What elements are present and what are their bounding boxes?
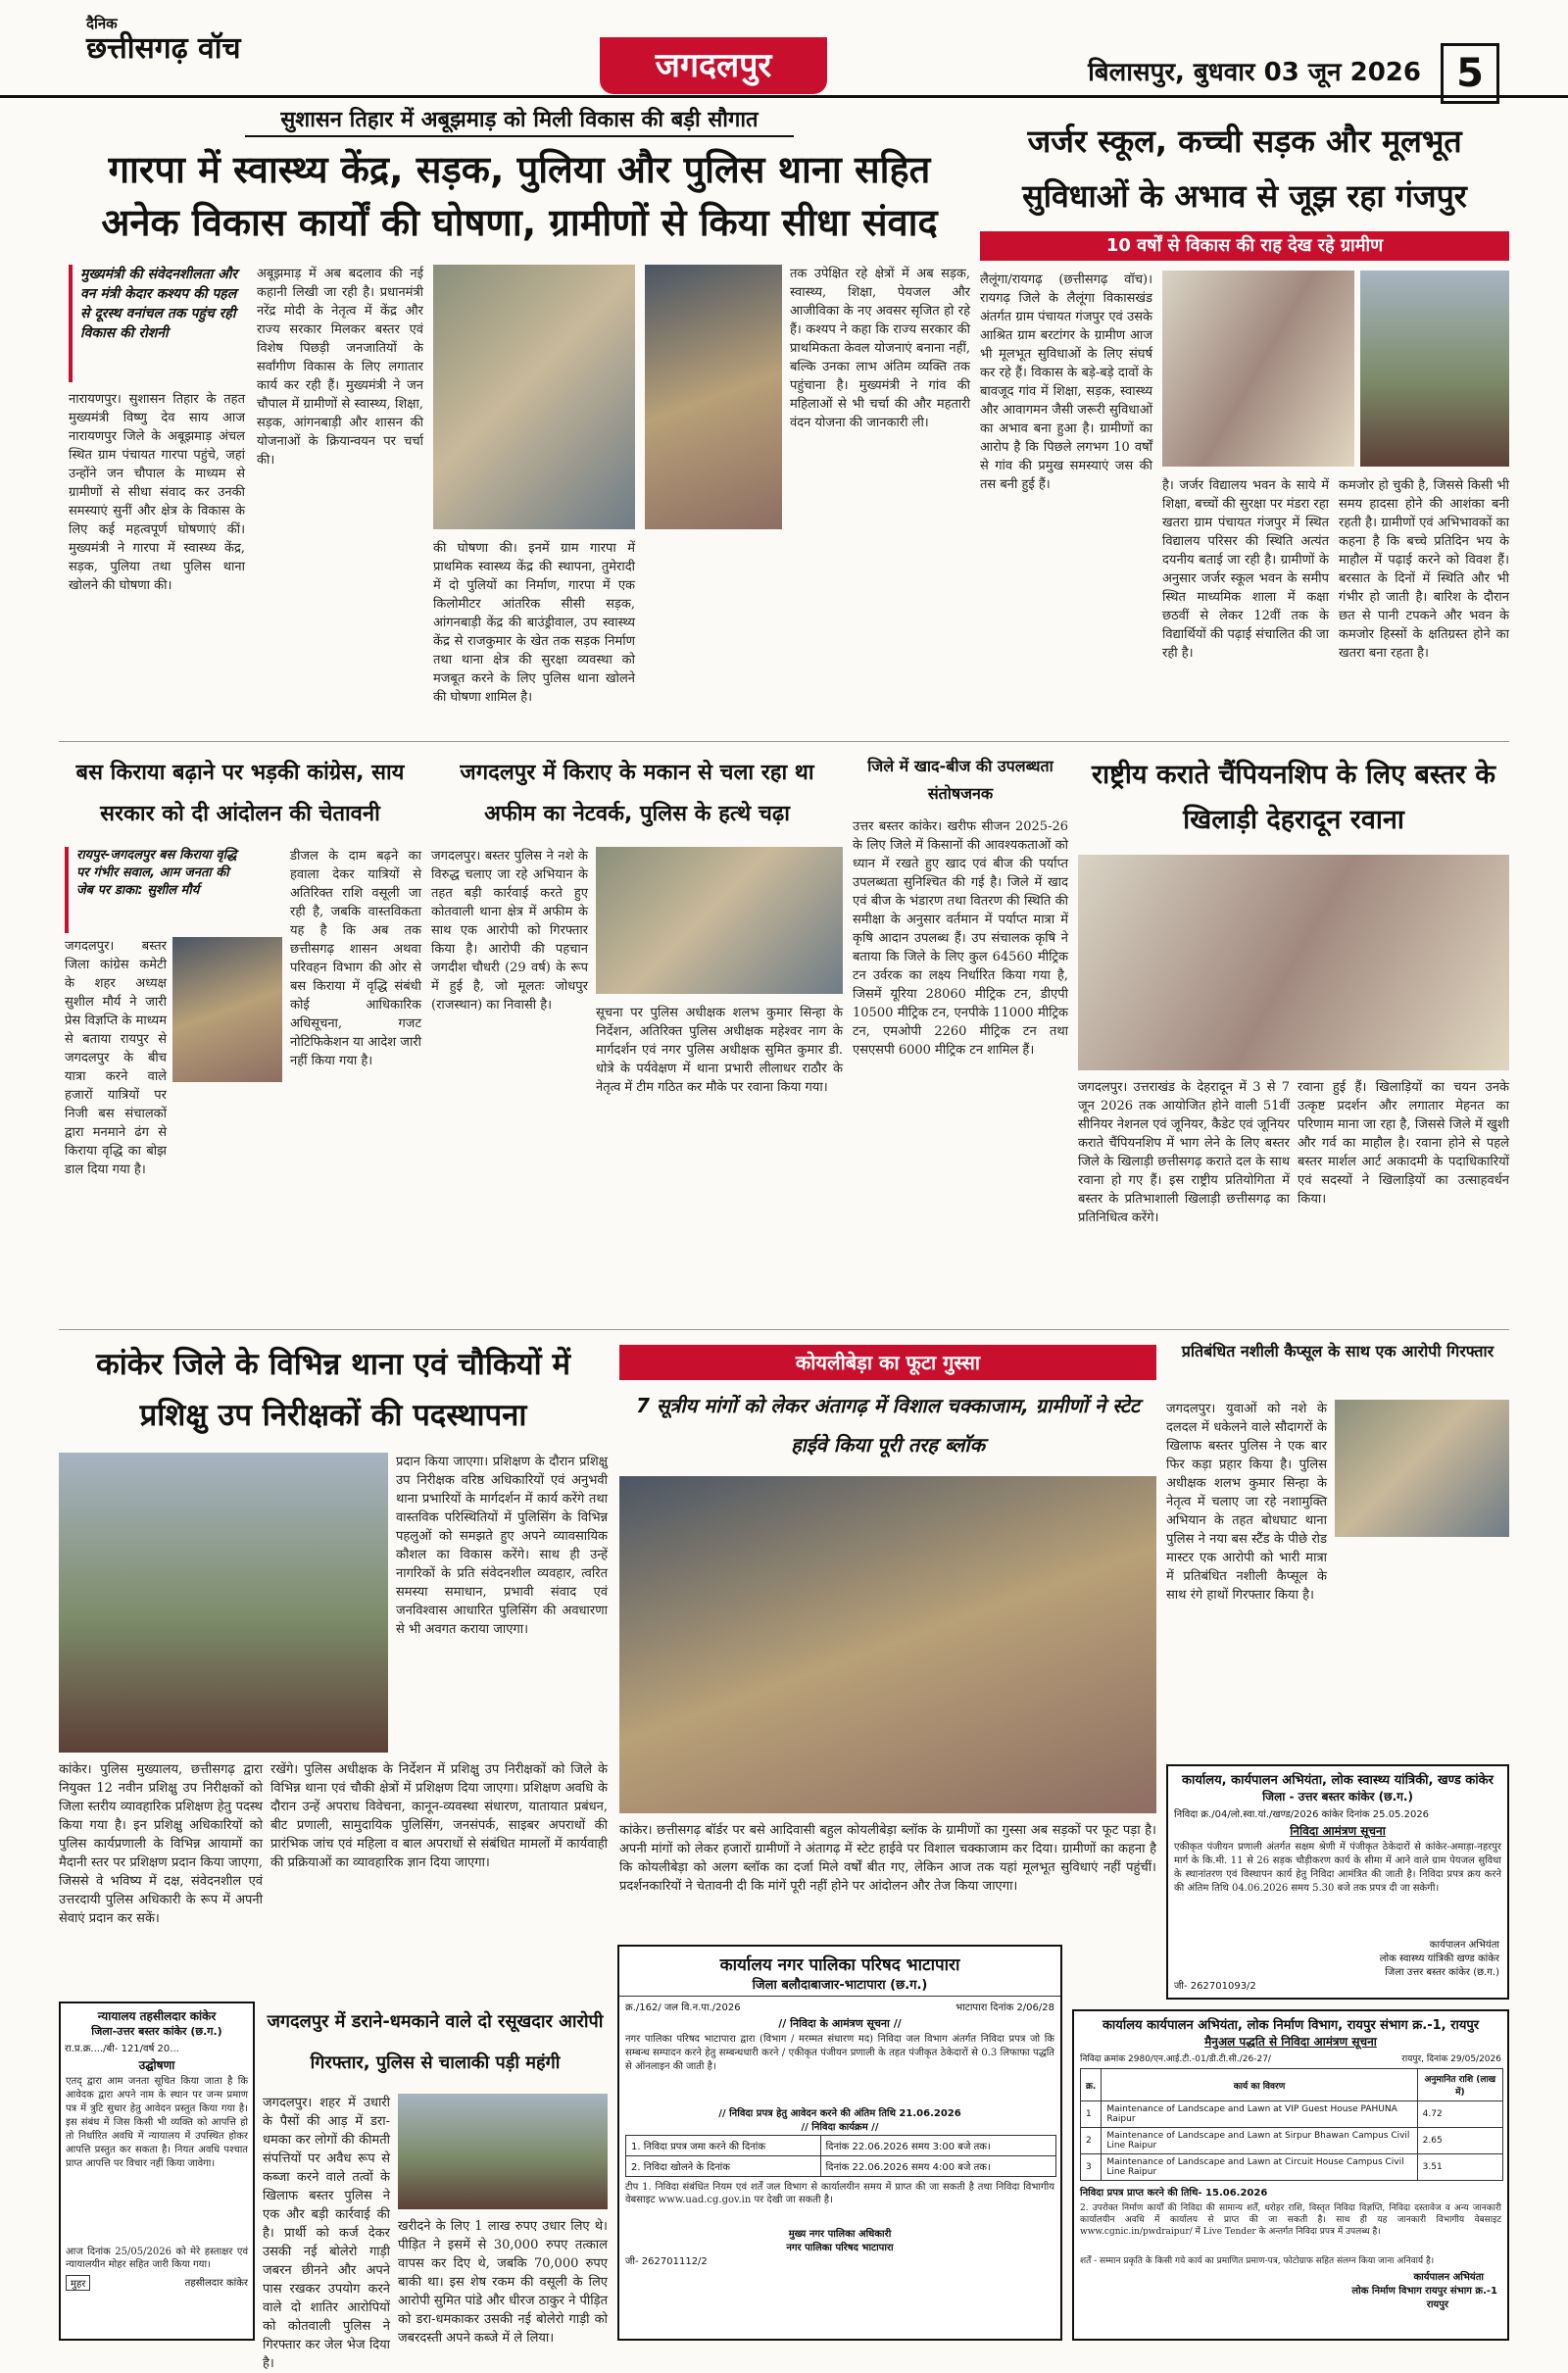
ad-raipur-sign-2: लोक निर्माण विभाग रायपुर संभाग क्र.-1	[1351, 2286, 1497, 2297]
ad-kanker-sign-2: लोक स्वास्थ्य यांत्रिकी खण्ड कांकेर	[1379, 1953, 1499, 1964]
story10-body-a: जगदलपुर। शहर में उधारी के पैसों की आड़ में डरा-धमका कर लोगों की कीमती संपत्तियों पर अवैध रूप से कब्जा करने वाले तत्वों के खिलाफ बस्तर पुलिस ने एक और बड़ी कार्रवाई की है। प्रार्थी को कर्ज देकर उसकी नई बोलेरो गाड़ी जबरन छीनने और अपने पास रखकर उपयोग करने वाले दो शातिर आरोपियों को कोतवाली पुलिस ने गिरफ्तार कर जेल भेज दिया है।	[263, 2096, 390, 2371]
ad-notice-seal-text: मुहर	[66, 2275, 90, 2291]
table-header: अनुमानित राशि (लाख में)	[1417, 2069, 1502, 2101]
ad-bhatapara-refline	[619, 1997, 1060, 2016]
story7-body-c: प्रदान किया जाएगा। प्रशिक्षण के दौरान प्रशिक्षु उप निरीक्षक वरिष्ठ अधिकारियों एवं अनुभवी थाना प्रभारियों के मार्गदर्शन में कार्य करेंगे तथा वास्तविक परिस्थितियों में पुलिसिंग के विभिन्न पहलुओं को समझते हुए अपने व्यावसायिक कौशल का विकास करेंगे। साथ ही उन्हें नागरिकों के प्रति संवेदनशील व्यवहार, त्वरित समस्या समाधान, प्रभावी संवाद एवं जनविश्वास आधारित पुलिसिंग की अवधारणा से भी अवगत कराया जाएगा।	[396, 1455, 608, 1637]
table-cell: दिनांक 22.06.2026 समय 4:00 बजे तक।	[820, 2156, 1055, 2177]
story1-headline-line2: अनेक विकास कार्यों की घोषणा, ग्रामीणों से किया सीधा संवाद	[101, 201, 938, 244]
ad-tehsildar-notice	[59, 2002, 255, 2341]
story1-headline-line1: गारपा में स्वास्थ्य केंद्र, सड़क, पुलिया और पुलिस थाना सहित	[108, 148, 931, 191]
story4-body-a: जगदलपुर। बस्तर पुलिस ने नशे के विरुद्ध चलाए जा रहे अभियान के तहत बड़ी कार्रवाई करते हुए कोतवाली थाना क्षेत्र में अफीम के साथ एक आरोपी को गिरफ्तार किया है। आरोपी की पहचान जगदीश चौधरी (29 वर्ष) के रूप में हुई है, जो मूलतः जोधपुर (राजस्थान) का निवासी है।	[431, 849, 588, 1013]
ad-notice-title-1: न्यायालय तहसीलदार कांकेर	[97, 2009, 217, 2023]
ad-raipur-ref-date: रायपुर, दिनांक 29/05/2026	[1401, 2054, 1501, 2064]
ad-raipur-sign-3: रायपुर	[1426, 2299, 1448, 2310]
story1-body-c: की घोषणा की। इनमें ग्राम गारपा में प्राथमिक स्वास्थ्य केंद्र की स्थापना, तुमेरादी में दो पुलियों का निर्माण, गारपा में एक किलोमीटर आंतरिक सीसी सड़क, आंगनबाड़ी केंद्र की बाउंड्रीवाल, उप स्वास्थ्य केंद्र से राजकुमार के खेत तक सड़क निर्माण तथा थाना क्षेत्र की सुरक्षा व्यवस्था को मजबूत करने के लिए पुलिस थाना खोलने की घोषणा शामिल है।	[433, 541, 635, 705]
story6-headline: राष्ट्रीय कराते चैंपियनशिप के लिए बस्तर के खिलाड़ी देहरादून रवाना	[1092, 760, 1495, 835]
table-cell: Maintenance of Landscape and Lawn at Sirpur Bhawan Campus Civil Line Raipur	[1102, 2128, 1417, 2154]
story7-headline: कांकेर जिले के विभिन्न थाना एवं चौकियों में प्रशिक्षु उप निरीक्षकों की पदस्थापना	[95, 1347, 571, 1433]
table-cell: 2	[1081, 2128, 1102, 2154]
table-cell: Maintenance of Landscape and Lawn at Circuit House Campus Civil Line Raipur	[1102, 2154, 1417, 2181]
ad-bhatapara-subtitle: जिला बलौदाबाजार-भाटापारा (छ.ग.)	[619, 1975, 1060, 1997]
table-row	[1081, 2101, 1503, 2128]
story1-kicker: सुशासन तिहार में अबूझमाड़ को मिली विकास की बड़ी सौगात	[245, 106, 794, 137]
ad-raipur-footer: शर्तें - सम्मान प्रकृति के किसी गये कार्य का प्रमाणित प्रमाण-पत्र, फोटोग्राफ सहित संलग्न किया जाना अनिवार्य है।	[1080, 2256, 1435, 2266]
story1-body-a: नारायणपुर। सुशासन तिहार के तहत मुख्यमंत्री विष्णु देव साय आज नारायणपुर जिले के अबूझमाड़ अंचल स्थित ग्राम पंचायत गारपा पहुंचे, जहां उन्होंने जन चौपाल के माध्यम से ग्रामीणों से सीधा संवाद कर उनकी समस्याएं सुनीं और क्षेत्र के विकास के लिए कई महत्वपूर्ण घोषणाएं कीं। मुख्यमंत्री ने गारपा में स्वास्थ्य केंद्र, सड़क, पुलिया तथा पुलिस थाना खोलने की घोषणा की।	[69, 392, 245, 593]
story3-photo	[172, 937, 282, 1082]
table-cell: 3	[1081, 2154, 1102, 2181]
story7-body-b: रखेंगे। पुलिस अधीक्षक के निर्देशन में प्रशिक्षु उप निरीक्षकों को जिले के विभिन्न थाना एवं चौकी क्षेत्रों में प्रशिक्षण दिया जाएगा। प्रशिक्षण अवधि के दौरान उन्हें अपराध विवेचना, कानून-व्यवस्था संधारण, यातायात प्रबंधन, बीट प्रणाली, सामुदायिक पुलिसिंग, जनसंपर्क, साइबर अपराधों की प्रारंभिक जांच एवं महिला व बाल अपराधों से संबंधित मामलों में कार्यवाही की प्रक्रियाओं का व्यावहारिक ज्ञान दिया जाएगा।	[270, 1762, 608, 1870]
ad-raipur-body: 2. उपरोक्त निर्माण कार्यों की निविदा की सामान्य शर्तें, धरोहर राशि, विस्तृत निविदा विज्ञप्ति, निविदा दस्तावेज व अन्य जानकारी कार्यालयीन अवधि में कार्यालय से प्राप्त की जा सकती है। साथ ही यह जानकारी विभागीय वेबसाइट www.cgnic.in/pwdraipur/ में Live Tender के अन्तर्गत निविदा प्रपत्र में उपलब्ध है।	[1080, 2203, 1501, 2237]
story2-subhead: 10 वर्षों से विकास की राह देख रहे ग्रामीण	[980, 231, 1509, 261]
story7-body-a: कांकेर। पुलिस मुख्यालय, छत्तीसगढ़ द्वारा नियुक्त 12 नवीन प्रशिक्षु उप निरीक्षकों को जिला स्तरीय व्यावहारिक प्रशिक्षण हेतु पदस्थ किया गया है। इन प्रशिक्षु अधिकारियों को पुलिस कार्यप्रणाली के विभिन्न आयामों का मैदानी स्तर पर प्रशिक्षण प्रदान किया जाएगा, जिससे वे भविष्य में दक्ष, संवेदनशील एवं उत्तरदायी पुलिस अधिकारी के रूप में अपनी सेवाएं प्रदान कर सकें।	[59, 1762, 263, 1926]
ad-bhatapara-sign-1: मुख्य नगर पालिका अधिकारी	[788, 2229, 892, 2240]
ad-bhatapara-body: नगर पालिका परिषद भाटापारा द्वारा (विभाग / मरम्मत संधारण मद) निविदा जल विभाग अंतर्गत निविदा प्रपत्र जो कि सम्बन्ध सम्पादन करने हेतु सम्बन्धधारी करने / एकीकृत पंजीयन प्रणाली के तहत पंजीकृत ठेकेदारों से 0.3 लिफाफा पद्धति से ऑनलाइन की जाती है।	[625, 2034, 1054, 2072]
ad-bhatapara-code: जी- 262701112/2	[625, 2256, 708, 2267]
ad-kanker-title-1: कार्यालय, कार्यपालन अभियंता, लोक स्वास्थ्य यांत्रिकी, खण्ड कांकेर	[1182, 1773, 1494, 1788]
ad-bhatapara-ref-date: भाटापारा दिनांक 2/06/28	[956, 2002, 1054, 2013]
table-cell: 3.51	[1417, 2154, 1502, 2181]
story2-headline: जर्जर स्कूल, कच्ची सड़क और मूलभूत सुविधाओं के अभाव से जूझ रहा गंजपुर	[1022, 123, 1467, 215]
story5-headline: जिले में खाद-बीज की उपलब्धता संतोषजनक	[867, 757, 1054, 803]
dateline: बिलासपुर, बुधवार 03 जून 2026	[1088, 58, 1421, 87]
ad-kanker-sign-1: कार्यपालन अभियंता	[1429, 1940, 1499, 1951]
table-cell: दिनांक 22.06.2026 समय 3:00 बजे तक।	[820, 2136, 1055, 2156]
table-cell: 4.72	[1417, 2101, 1502, 2128]
ad-notice-signer: तहसीलदार कांकेर	[184, 2278, 248, 2289]
story9-headline: प्रतिबंधित नशीली कैप्सूल के साथ एक आरोपी गिरफ्तार	[1181, 1342, 1494, 1360]
story10-body-b: खरीदने के लिए 1 लाख रुपए उधार लिए थे। पीड़ित ने इसमें से 30,000 रुपए तत्काल वापस कर दिए थे, जबकि 70,000 रुपए बाकी था। इस शेष रकम की वसूली के लिए आरोपी सुमित पांडे और धीरज ठाकुर ने पीड़ित को डरा-धमकाकर उसकी नई बोलेरो गाड़ी को जबरदस्ती अपने कब्जे में ले लिया।	[398, 2219, 608, 2346]
table-row	[1081, 2154, 1503, 2181]
story6-body-b: रवाना हुई हैं। खिलाड़ियों का चयन उनके उत्कृष्ट प्रदर्शन और लगातार मेहनत का परिणाम माना जा रहा है, जिससे जिले में खुशी और गर्व का माहौल है। रवाना होने से पहले बस्तर मार्शल आर्ट अकादमी के पदाधिकारियों एवं सदस्यों ने खिलाड़ियों का उत्साहवर्धन किया।	[1298, 1080, 1509, 1207]
ad-bhatapara-ref: क्र./162/ जल वि.न.पा./2026	[625, 2002, 741, 2013]
brand-logo: छत्तीसगढ़ वॉच	[86, 31, 241, 66]
table-cell: 2.65	[1417, 2128, 1502, 2154]
masthead	[0, 0, 1568, 98]
ad-raipur-refline	[1074, 2050, 1507, 2066]
ad-kanker-tender	[1166, 1764, 1509, 2000]
divider	[59, 1329, 1509, 1330]
table-header: क्र.	[1081, 2069, 1102, 2101]
ad-notice-body: एतद् द्वारा आम जनता सूचित किया जाता है कि आवेदक द्वारा अपने नाम के स्थान पर जन्म प्रमाण पत्र में त्रुटि सुधार हेतु आवेदन प्रस्तुत किया गया है। इस संबंध में जिस किसी भी व्यक्ति को आपत्ति हो तो निर्धारित अवधि में न्यायालय में उपस्थित होकर आपत्ति प्रस्तुत कर सकता है। नियत अवधि पश्चात प्राप्त आपत्ति पर विचार नहीं किया जावेगा।	[66, 2076, 248, 2169]
ad-notice-ref: रा.प्र.क्र..../बी- 121/वर्ष 20...	[65, 2044, 179, 2054]
ad-kanker-body: एकीकृत पंजीयन प्रणाली अंतर्गत सक्षम श्रेणी में पंजीकृत ठेकेदारों से कांकेर-अमाड़ा-नहरपुर मार्ग के कि.मी. 11 से 26 सड़क चौड़ीकरण कार्य के सीमा में आने वाले ग्राम पेयजल सुविधा के स्थानांतरण एवं विस्थापन कार्य हेतु निविदा आमंत्रित की जाती है। निविदा प्रपत्र क्रय करने की अंतिम तिथि 04.06.2026 समय 5.30 बजे तक प्रपत्र दी जा सकेगी।	[1174, 1842, 1501, 1894]
brand-small: दैनिक	[86, 15, 118, 32]
ad-notice-seal	[61, 2273, 253, 2293]
ad-raipur-deadline: निविदा प्रपत्र प्राप्त करने की तिथि- 15.06.2026	[1080, 2188, 1268, 2199]
story2-photo-road	[1360, 271, 1509, 467]
story8-body: कांकेर। छत्तीसगढ़ बॉर्डर पर बसे आदिवासी बहुल कोयलीबेड़ा ब्लॉक के ग्रामीणों का गुस्सा अब सड़कों पर फूट पड़ा है। अपनी मांगों को लेकर हजारों ग्रामीणों ने अंतागढ़ में स्टेट हाईवे पर विशाल चक्काजाम कर दिया। ग्रामीणों का कहना है कि कोयलीबेड़ा को अलग ब्लॉक का दर्जा मिले वर्षों बीत गए, लेकिन आज तक यहां मूलभूत सुविधाएं नहीं पहुंचीं। प्रदर्शनकारियों ने चेतावनी दी कि मांगें पूरी नहीं होने पर आंदोलन और तेज किया जाएगा।	[619, 1823, 1156, 1894]
table-row	[1081, 2128, 1503, 2154]
story2-body-b: है। जर्जर विद्यालय भवन के साये में शिक्षा, बच्चों की सुरक्षा पर मंडरा रहा खतरा ग्राम पंचायत गंजपुर में स्थित विद्यालय परिसर की स्थिति अत्यंत दयनीय बताई जा रही है। ग्रामीणों के अनुसार जर्जर स्कूल भवन के समीप स्थित माध्यमिक शाला में कक्षा छठवीं से लेकर 12वीं तक के विद्यार्थियों की पढ़ाई संचालित की जा रही है।	[1162, 478, 1329, 661]
story8-banner: कोयलीबेड़ा का फूटा गुस्सा	[619, 1345, 1156, 1380]
ad-kanker-sign-3: जिला उत्तर बस्तर कांकेर (छ.ग.)	[1385, 1967, 1499, 1978]
table-cell: Maintenance of Landscape and Lawn at VIP Guest House PAHUNA Raipur	[1102, 2101, 1417, 2128]
ad-raipur-sign-1: कार्यपालन अभियंता	[1413, 2272, 1484, 2283]
story2-body-a: लैलूंगा/रायगढ़ (छत्तीसगढ़ वॉच)। रायगढ़ जिले के लैलूंगा विकासखंड अंतर्गत ग्राम पंचायत गंजपुर एवं उसके आश्रित ग्राम बरटांगर के ग्रामीण आज भी मूलभूत सुविधाओं के लिए संघर्ष कर रहे हैं। विकास के बड़े-बड़े दावों के बावजूद गांव में शिक्षा, सड़क, स्वास्थ्य और आवागमन जैसी जरूरी सुविधाओं का अभाव बना हुआ है। ग्रामीणों का आरोप है कि पिछले लगभग 10 वर्षों से गांव की प्रमुख समस्याएं जस की तस बनी हुई हैं।	[980, 272, 1152, 492]
table-header: कार्य का विवरण	[1102, 2069, 1417, 2101]
story3-body-a: जगदलपुर। बस्तर जिला कांग्रेस कमेटी के शहर अध्यक्ष सुशील मौर्य ने जारी प्रेस विज्ञप्ति के माध्यम से बताया रायपुर से जगदलपुर के बीच यात्रा करने वाले हजारों यात्रियों पर निजी बस संचालकों द्वारा मनमाने ढंग से किराया वृद्धि का बोझ डाल दिया गया है।	[65, 939, 167, 1177]
table-row	[626, 2136, 1056, 2156]
ad-raipur-ref: निविदा क्रमांक 2980/एन.आई.टी.-01/डी.टी.सी./26-27/	[1080, 2054, 1271, 2064]
table-row	[626, 2156, 1056, 2177]
story5-body: उत्तर बस्तर कांकेर। खरीफ सीजन 2025-26 के लिए जिले में किसानों की आवश्यकताओं को ध्यान में रखते हुए खाद एवं बीज की पर्याप्त उपलब्धता सुनिश्चित की गई है। जिले में खाद एवं बीज के भंडारण तथा वितरण की स्थिति की समीक्षा के अनुसार वर्तमान में पर्याप्त मात्रा में कृषि आदान उपलब्ध हैं। उप संचालक कृषि ने बताया कि जिले के लिए कुल 64560 मीट्रिक टन उर्वरक का लक्ष्य निर्धारित किया गया है, जिसमें यूरिया 28060 मीट्रिक टन, डीएपी 10500 मीट्रिक टन, एनपीके 11000 मीट्रिक टन, एमओपी 2260 मीट्रिक टन तथा एसएसपी 6000 मीट्रिक टन शामिल हैं।	[853, 819, 1068, 1058]
story1-highlight: मुख्यमंत्री की संवेदनशीलता और वन मंत्री केदार कश्यप की पहल से दूरस्थ वनांचल तक पहुंच रही विकास की रोशनी	[69, 265, 245, 382]
ad-kanker-code: जी- 262701093/2	[1174, 1981, 1256, 1992]
ad-bhatapara-footer: टीप 1. निविदा संबंधित नियम एवं शर्तें जल विभाग से कार्यालयीन समय में प्राप्त की जा सकती है तथा निविदा विभागीय वेबसाइट www.uad.cg.gov.in पर देखी जा सकती है।	[625, 2182, 1054, 2205]
ad-kanker-title-2: जिला - उत्तर बस्तर कांकेर (छ.ग.)	[1262, 1790, 1413, 1804]
story7-photo	[59, 1453, 388, 1753]
table-cell: 2. निविदा खोलने के दिनांक	[626, 2156, 821, 2177]
story10-headline: जगदलपुर में डराने-धमकाने वाले दो रसूखदार आरोपी गिरफ्तार, पुलिस से चालाकी पड़ी महंगी	[267, 2011, 604, 2073]
ad-bhatapara-schedule-table	[625, 2135, 1056, 2177]
ad-raipur-title: कार्यालय कार्यपालन अभियंता, लोक निर्माण विभाग, रायपुर संभाग क्र.-1, रायपुर	[1102, 2018, 1480, 2033]
ad-bhatapara-table-head: // निविदा कार्यक्रम //	[801, 2122, 879, 2133]
story10-photo	[398, 2094, 608, 2209]
story6-body-a: जगदलपुर। उत्तराखंड के देहरादून में 3 से 7 जून 2026 तक आयोजित होने वाली 51वीं सीनियर नेशनल एवं जूनियर, कैडेट एवं जूनियर कराते चैंपियनशिप में भाग लेने के लिए बस्तर जिले के खिलाड़ी छत्तीसगढ़ कराते दल के साथ रवाना हो गए हैं। इस राष्ट्रीय प्रतियोगिता में बस्तर के प्रतिभाशाली खिलाड़ी छत्तीसगढ़ का प्रतिनिधित्व करेंगे।	[1078, 1080, 1290, 1225]
ad-bhatapara-last-date: // निविदा प्रपत्र हेतु आवेदन करने की अंतिम तिथि 21.06.2026	[718, 2108, 961, 2119]
page-number: 5	[1441, 43, 1499, 104]
story8-headline: 7 सूत्रीय मांगों को लेकर अंतागढ़ में विशाल चक्काजाम, ग्रामीणों ने स्टेट हाईवे किया पूरी तरह ब्लॉक	[635, 1394, 1141, 1457]
story3-highlight: रायपुर-जगदलपुर बस किराया वृद्धि पर गंभीर सवाल, आम जनता की जेब पर डाका: सुशील मौर्य	[65, 847, 241, 933]
ad-notice-date: आज दिनांक 25/05/2026 को मेरे हस्ताक्षर एवं न्यायालयीन मोहर सहित जारी किया गया।	[66, 2247, 248, 2270]
table-cell: 1	[1081, 2101, 1102, 2128]
ad-bhatapara-notice-head: // निविदा के आमंत्रण सूचना //	[778, 2017, 902, 2030]
story1-photo	[433, 265, 635, 529]
story3-headline: बस किराया बढ़ाने पर भड़की कांग्रेस, साय सरकार को दी आंदोलन की चेतावनी	[75, 761, 405, 826]
story3-body-b: डीजल के दाम बढ़ने का हवाला देकर यात्रियों से अतिरिक्त राशि वसूली जा रही है, जबकि वास्तविकता यह है कि अब तक छत्तीसगढ़ शासन अथवा परिवहन विभाग की ओर से बस किराया में वृद्धि संबंधी कोई आधिकारिक अधिसूचना, गजट नोटिफिकेशन या आदेश जारी नहीं किया गया है।	[290, 849, 421, 1068]
story2-body-c: कमजोर हो चुकी है, जिससे किसी भी समय हादसा होने की आशंका बनी रहती है। ग्रामीणों एवं अभिभावकों का कहना है कि बच्चे प्रतिदिन भय के माहौल में पढ़ाई करने को विवश हैं। बरसात के दिनों में स्थिति और भी गंभीर हो जाती है। बारिश के दौरान छत से पानी टपकने और भवन के कमजोर हिस्सों के क्षतिग्रस्त होने का खतरा बना रहता है।	[1339, 478, 1509, 661]
story8-protest-photo	[619, 1476, 1156, 1813]
ad-notice-title-2: जिला-उत्तर बस्तर कांकेर (छ.ग.)	[91, 2025, 222, 2038]
section-tab: जगदलपुर	[600, 37, 827, 94]
story4-body-b: सूचना पर पुलिस अधीक्षक शलभ कुमार सिन्हा के निर्देशन, अतिरिक्त पुलिस अधीक्षक महेश्वर नाग के मार्गदर्शन एवं नगर पुलिस अधीक्षक सुमित कुमार डी. धोत्रे के पर्यवेक्षण में थाना प्रभारी लीलाधर राठौर के नेतृत्व में टीम गठित कर मौके पर रवाना किया गया।	[596, 1006, 843, 1095]
story1-body-d: तक उपेक्षित रहे क्षेत्रों में अब सड़क, स्वास्थ्य, शिक्षा, पेयजल और आजीविका के नए अवसर सृजित हो रहे हैं। कश्यप ने कहा कि राज्य सरकार की प्राथमिकता केवल योजनाएं बनाना नहीं, बल्कि उनका लाभ अंतिम व्यक्ति तक पहुंचाना है। मुख्यमंत्री ने गांव की महिलाओं से भी चर्चा की और महतारी वंदन योजना की जानकारी ली।	[790, 267, 970, 430]
ad-raipur-works-table	[1080, 2068, 1503, 2181]
story1-photo-2	[645, 265, 782, 529]
story4-headline: जगदलपुर में किराए के मकान से चला रहा था अफीम का नेटवर्क, पुलिस के हत्थे चढ़ा	[460, 761, 814, 826]
ad-kanker-heading: निविदा आमंत्रण सूचना	[1290, 1824, 1386, 1838]
story9-body: जगदलपुर। युवाओं को नशे के दलदल में धकेलने वाले सौदागरों के खिलाफ बस्तर पुलिस ने एक बार फिर कड़ा प्रहार किया है। पुलिस अधीक्षक शलभ कुमार सिन्हा के नेतृत्व में चलाए जा रहे नशामुक्ति अभियान के तहत बोधघाट थाना पुलिस ने नया बस स्टैंड के पीछे रोड मास्टर एक आरोपी को भारी मात्रा में प्रतिबंधित नशीली कैप्सूल के साथ रंगे हाथों गिरफ्तार किया है।	[1166, 1402, 1327, 1603]
ad-raipur-subtitle: मैनुअल पद्धति से निविदा आमंत्रण सूचना	[1204, 2035, 1377, 2049]
story9-photo	[1335, 1400, 1509, 1537]
story6-team-photo	[1078, 855, 1509, 1070]
story1-body-b: अबूझमाड़ में अब बदलाव की नई कहानी लिखी जा रही है। प्रधानमंत्री नरेंद्र मोदी के नेतृत्व में केंद्र और राज्य सरकार मिलकर बस्तर एवं विशेष पिछड़ी जनजातियों के सर्वांगीण विकास के लिए लगातार कार्य कर रही हैं। मुख्यमंत्री ने जन चौपाल में ग्रामीणों से स्वास्थ्य, शिक्षा, सड़क, आंगनबाड़ी और शासन की योजनाओं के क्रियान्वयन पर चर्चा की।	[257, 267, 423, 468]
divider	[59, 741, 1509, 742]
story2-photo-school	[1162, 271, 1354, 467]
ad-raipur-tender	[1072, 2009, 1509, 2341]
ad-bhatapara-title: कार्यालय नगर पालिका परिषद भाटापारा	[719, 1955, 960, 1975]
ad-bhatapara-tender	[617, 1945, 1062, 2341]
ad-notice-heading: उद्घोषणा	[138, 2058, 175, 2072]
table-cell: 1. निविदा प्रपत्र जमा करने की दिनांक	[626, 2136, 821, 2156]
ad-kanker-ref: निविदा क्र./04/लो.स्वा.यां./खण्ड/2026 कांकेर दिनांक 25.05.2026	[1174, 1809, 1430, 1820]
story4-photo	[596, 847, 843, 994]
table-header-row	[1081, 2069, 1503, 2101]
ad-bhatapara-sign-2: नगर पालिका परिषद भाटापारा	[786, 2243, 894, 2253]
